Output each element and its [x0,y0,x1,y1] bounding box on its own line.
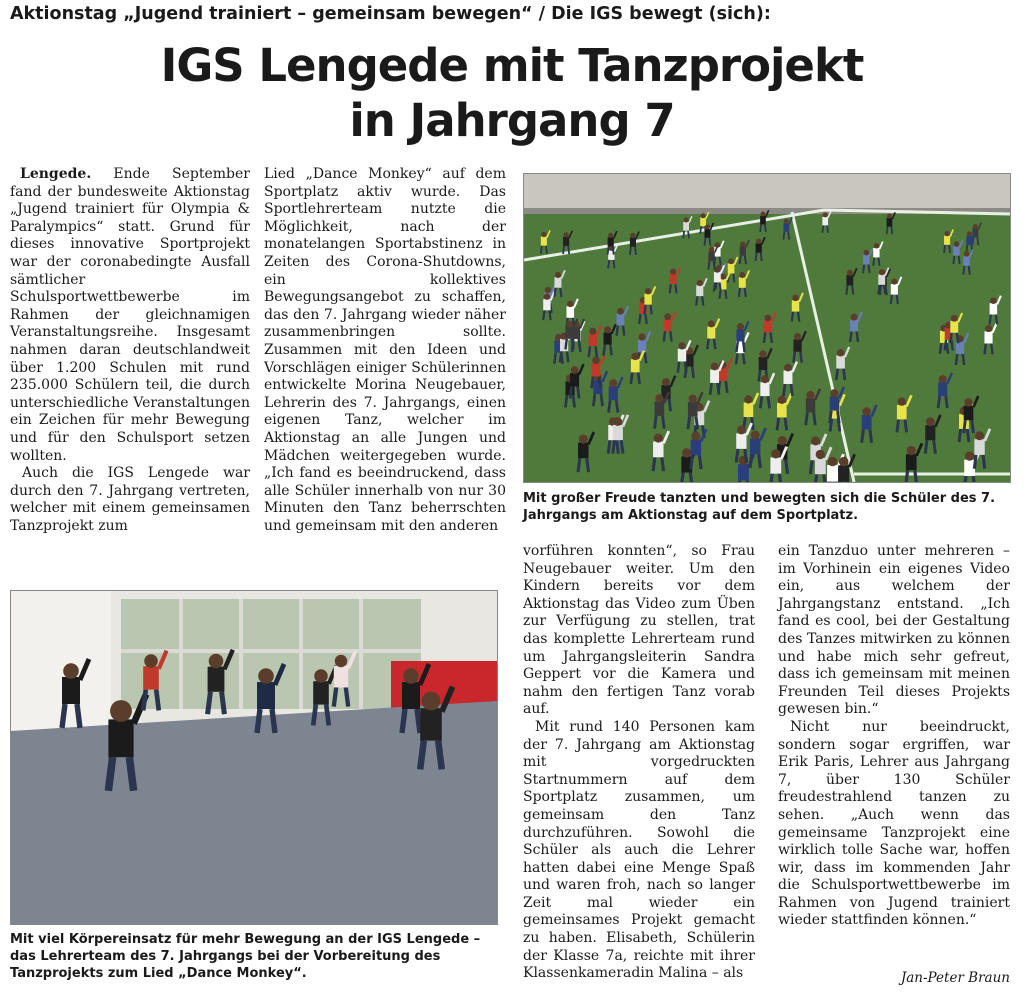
paragraph-text: Ende September fand der bundesweite Aktionstag „Jugend trainiert für Olympia & Paralympics“ statt. Grund für dieses innovative Sportprojekt war der coronabedingte Ausfall sämtlicher Schulsportwettbewerbe im Rahmen der gleichnamigen Veranstaltungsreihe. Insgesamt nahmen daran deutschlandweit über 1.200 Schulen mit rund 235.000 Schülern teil, die durch unterschiedliche Veranstaltungen ein Zeichen für mehr Bewegung und für den Schulsport setzen wollten. [10,166,250,464]
article-paragraph: Mit rund 140 Personen kam der 7. Jahrgang am Aktionstag mit vorgedruckten Startnummern auf dem Sportplatz zusammen, um gemeinsam den Tanz durchzuführen. Sowohl die Schüler als auch die Lehrer hatten dabei eine Menge Spaß und waren froh, nach so langer Zeit mal wieder ein gemeinsames Projekt gemacht zu haben. Elisabeth, Schülerin der Klasse 7a, reichte mit ihrer Klassenkameradin Malina – als [523,718,755,982]
dateline: Lengede. [20,166,92,182]
article-column-3 [523,543,755,983]
caption-photo-bottom: Mit viel Körpereinsatz für mehr Bewegung an der IGS Lengede – das Lehrerteam des 7. Jahrgangs bei der Vorbereitung des Tanzprojekts zum Lied „Dance Monkey“. [10,932,481,981]
article-column-2 [264,166,506,535]
photo-sportplatz [523,173,1011,483]
article-column-4 [778,543,1010,930]
headline-line-2: in Jahrgang 7 [349,94,675,147]
article-paragraph: vorführen konnten“, so Frau Neugebauer weiter. Um den Kindern bereits vor dem Aktionstag das Video zum Üben zur Verfügung zu stellen, trat das komplette Lehrerteam rund um Jahrgangsleiterin Sandra Geppert vor die Kamera und nahm den fertigen Tanz vorab auf. [523,543,755,718]
article-paragraph: Nicht nur beeindruckt, sondern sogar ergriffen, war Erik Paris, Lehrer aus Jahrgang 7, über 130 Schüler freudestrahlend tanzen zu sehen. „Auch wenn das gemeinsame Tanzprojekt eine wirklich tolle Sache war, hoffen wir, dass im kommenden Jahr die Schulsportwettbewerbe im Rahmen von Jugend trainiert wieder stattfinden können.“ [778,718,1010,929]
article-paragraph: Auch die IGS Lengede war durch den 7. Jahrgang vertreten, welcher mit einem gemeinsamen Tanzprojekt zum [10,465,250,534]
article-paragraph: ein Tanzduo unter mehreren – im Vorhinein ein eigenes Video ein, aus welchem der Jahrgangstanz entstand. „Ich fand es cool, bei der Gestaltung des Tanzes mitwirken zu können und habe mich sehr gefreut, dass ich gemeinsam mit meinen Freunden Teil dieses Projekts gewesen bin.“ [778,543,1010,718]
article-column-1 [10,166,250,535]
kicker-line: Aktionstag „Jugend trainiert – gemeinsam bewegen“ / Die IGS bewegt (sich): [10,4,771,24]
author-signature: Jan-Peter Braun [900,970,1010,986]
headline [0,38,1024,148]
article-paragraph: Lied „Dance Monkey“ auf dem Sportplatz aktiv wurde. Das Sportlehrerteam nutzte die Möglichkeit, nach der monatelangen Sportabstinenz in Zeiten des Corona-Shutdowns, ein kollektives Bewegungsangebot zu schaffen, das den 7. Jahrgang wieder näher zusammenbringen sollte. Zusammen mit den Ideen und Vorschlägen einiger Schülerinnen entwickelte Morina Neugebauer, Lehrerin des 7. Jahrgangs, einen eigenen Tanz, welcher im Aktionstag an alle Jungen und Mädchen weitergegeben wurde. „Ich fand es beeindruckend, dass alle Schüler innerhalb von nur 30 Minuten den Tanz beherrschten und gemeinsam mit den anderen [264,166,506,534]
caption-photo-top: Mit großer Freude tanzten und bewegten sich die Schüler des 7. Jahrgangs am Aktionstag auf dem Sportplatz. [523,491,996,523]
headline-line-1: IGS Lengede mit Tanzprojekt [160,39,864,92]
sportplatz-dance-image [524,174,1010,482]
photo-lehrerteam [10,590,498,925]
article-paragraph [10,166,250,465]
lehrerteam-dance-image [11,591,497,924]
